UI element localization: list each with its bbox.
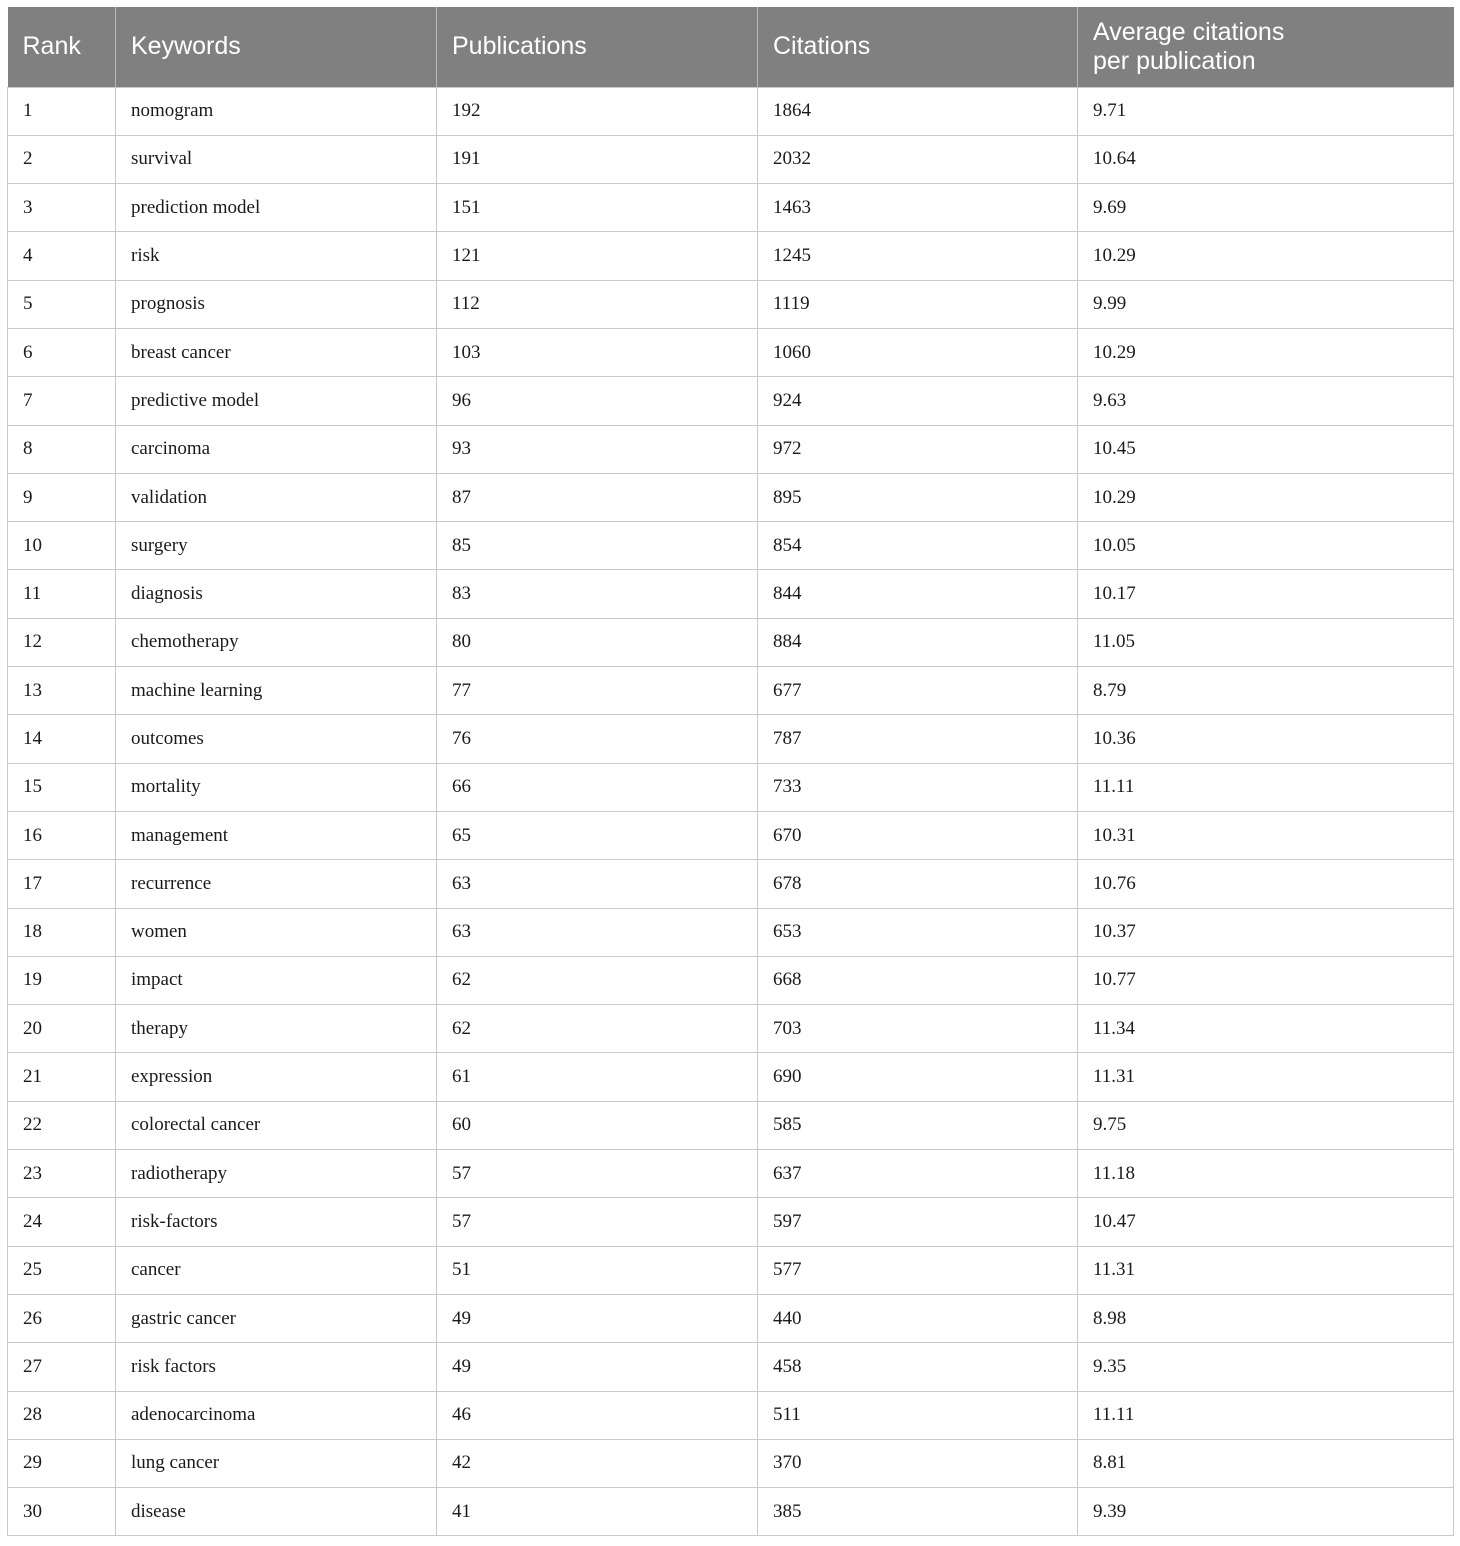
cell-average-citations: 9.99 [1078,280,1454,328]
table-row [8,377,1454,425]
table-row [8,908,1454,956]
cell-publications: 77 [437,667,758,715]
table-row [8,232,1454,280]
cell-keyword: outcomes [116,715,437,763]
cell-average-citations: 10.17 [1078,570,1454,618]
cell-publications: 63 [437,860,758,908]
cell-citations: 854 [758,522,1078,570]
cell-citations: 1060 [758,328,1078,376]
table-header [8,7,1454,87]
cell-average-citations: 8.98 [1078,1294,1454,1342]
cell-citations: 370 [758,1439,1078,1487]
cell-keyword: colorectal cancer [116,1101,437,1149]
cell-keyword: diagnosis [116,570,437,618]
cell-citations: 884 [758,618,1078,666]
table-row [8,1150,1454,1198]
cell-publications: 80 [437,618,758,666]
cell-keyword: cancer [116,1246,437,1294]
cell-keyword: women [116,908,437,956]
cell-keyword: mortality [116,763,437,811]
cell-average-citations: 10.31 [1078,811,1454,859]
cell-publications: 87 [437,473,758,521]
cell-keyword: adenocarcinoma [116,1391,437,1439]
cell-publications: 61 [437,1053,758,1101]
cell-rank: 15 [8,763,116,811]
cell-average-citations: 9.39 [1078,1488,1454,1536]
keywords-table-container [7,7,1453,1536]
cell-keyword: radiotherapy [116,1150,437,1198]
cell-rank: 16 [8,811,116,859]
cell-citations: 440 [758,1294,1078,1342]
cell-citations: 585 [758,1101,1078,1149]
cell-citations: 2032 [758,135,1078,183]
cell-average-citations: 10.64 [1078,135,1454,183]
keywords-table [7,7,1454,1536]
cell-average-citations: 11.31 [1078,1053,1454,1101]
cell-citations: 653 [758,908,1078,956]
cell-citations: 1864 [758,87,1078,135]
cell-keyword: impact [116,956,437,1004]
cell-average-citations: 10.29 [1078,473,1454,521]
cell-average-citations: 10.29 [1078,232,1454,280]
table-row [8,328,1454,376]
cell-rank: 13 [8,667,116,715]
cell-rank: 24 [8,1198,116,1246]
cell-rank: 2 [8,135,116,183]
table-row [8,811,1454,859]
cell-average-citations: 10.37 [1078,908,1454,956]
cell-keyword: risk-factors [116,1198,437,1246]
cell-average-citations: 10.77 [1078,956,1454,1004]
table-row [8,87,1454,135]
table-row [8,1488,1454,1536]
cell-publications: 93 [437,425,758,473]
header-rank: Rank [8,7,116,87]
cell-keyword: prediction model [116,184,437,232]
cell-rank: 1 [8,87,116,135]
cell-citations: 1119 [758,280,1078,328]
cell-keyword: therapy [116,1005,437,1053]
cell-publications: 76 [437,715,758,763]
cell-citations: 670 [758,811,1078,859]
cell-citations: 458 [758,1343,1078,1391]
table-row [8,1294,1454,1342]
cell-rank: 5 [8,280,116,328]
cell-citations: 677 [758,667,1078,715]
cell-publications: 60 [437,1101,758,1149]
cell-publications: 83 [437,570,758,618]
table-row [8,1005,1454,1053]
cell-publications: 66 [437,763,758,811]
cell-publications: 63 [437,908,758,956]
table-row [8,1439,1454,1487]
cell-rank: 3 [8,184,116,232]
table-row [8,1053,1454,1101]
cell-citations: 703 [758,1005,1078,1053]
cell-average-citations: 11.31 [1078,1246,1454,1294]
cell-rank: 14 [8,715,116,763]
cell-average-citations: 8.81 [1078,1439,1454,1487]
table-row [8,618,1454,666]
cell-keyword: gastric cancer [116,1294,437,1342]
table-row [8,667,1454,715]
cell-average-citations: 10.76 [1078,860,1454,908]
cell-keyword: validation [116,473,437,521]
cell-citations: 511 [758,1391,1078,1439]
cell-citations: 678 [758,860,1078,908]
cell-average-citations: 9.75 [1078,1101,1454,1149]
cell-publications: 57 [437,1150,758,1198]
table-row [8,956,1454,1004]
cell-citations: 895 [758,473,1078,521]
cell-publications: 96 [437,377,758,425]
cell-average-citations: 10.05 [1078,522,1454,570]
cell-publications: 112 [437,280,758,328]
cell-citations: 668 [758,956,1078,1004]
table-row [8,184,1454,232]
cell-citations: 733 [758,763,1078,811]
cell-keyword: chemotherapy [116,618,437,666]
cell-average-citations: 9.69 [1078,184,1454,232]
cell-average-citations: 9.35 [1078,1343,1454,1391]
cell-citations: 385 [758,1488,1078,1536]
cell-citations: 597 [758,1198,1078,1246]
table-row [8,570,1454,618]
cell-keyword: machine learning [116,667,437,715]
table-row [8,1246,1454,1294]
cell-rank: 20 [8,1005,116,1053]
cell-publications: 65 [437,811,758,859]
cell-rank: 26 [8,1294,116,1342]
cell-citations: 637 [758,1150,1078,1198]
cell-rank: 25 [8,1246,116,1294]
header-keywords: Keywords [116,7,437,87]
cell-publications: 41 [437,1488,758,1536]
cell-rank: 23 [8,1150,116,1198]
cell-citations: 690 [758,1053,1078,1101]
cell-citations: 972 [758,425,1078,473]
header-average-line2: per publication [1093,46,1256,75]
cell-keyword: nomogram [116,87,437,135]
cell-publications: 62 [437,956,758,1004]
table-row [8,135,1454,183]
header-citations: Citations [758,7,1078,87]
table-row [8,280,1454,328]
cell-average-citations: 11.18 [1078,1150,1454,1198]
cell-publications: 49 [437,1294,758,1342]
cell-keyword: disease [116,1488,437,1536]
cell-average-citations: 9.71 [1078,87,1454,135]
cell-rank: 30 [8,1488,116,1536]
cell-rank: 29 [8,1439,116,1487]
cell-citations: 844 [758,570,1078,618]
cell-publications: 51 [437,1246,758,1294]
cell-rank: 18 [8,908,116,956]
cell-keyword: recurrence [116,860,437,908]
cell-rank: 7 [8,377,116,425]
table-row [8,763,1454,811]
cell-citations: 577 [758,1246,1078,1294]
cell-rank: 9 [8,473,116,521]
cell-average-citations: 8.79 [1078,667,1454,715]
cell-citations: 1463 [758,184,1078,232]
table-row [8,522,1454,570]
cell-rank: 17 [8,860,116,908]
table-row [8,1101,1454,1149]
header-average-line1: Average citations [1093,17,1285,46]
cell-publications: 62 [437,1005,758,1053]
cell-publications: 57 [437,1198,758,1246]
cell-citations: 787 [758,715,1078,763]
table-row [8,425,1454,473]
cell-rank: 12 [8,618,116,666]
cell-keyword: risk [116,232,437,280]
table-row [8,715,1454,763]
cell-publications: 85 [437,522,758,570]
cell-publications: 191 [437,135,758,183]
cell-keyword: lung cancer [116,1439,437,1487]
cell-average-citations: 10.47 [1078,1198,1454,1246]
cell-publications: 46 [437,1391,758,1439]
cell-keyword: breast cancer [116,328,437,376]
cell-publications: 49 [437,1343,758,1391]
cell-rank: 27 [8,1343,116,1391]
cell-average-citations: 10.29 [1078,328,1454,376]
cell-average-citations: 11.05 [1078,618,1454,666]
cell-publications: 121 [437,232,758,280]
cell-rank: 28 [8,1391,116,1439]
cell-rank: 22 [8,1101,116,1149]
cell-rank: 6 [8,328,116,376]
cell-keyword: risk factors [116,1343,437,1391]
cell-rank: 10 [8,522,116,570]
cell-publications: 151 [437,184,758,232]
cell-average-citations: 10.36 [1078,715,1454,763]
cell-rank: 8 [8,425,116,473]
cell-average-citations: 9.63 [1078,377,1454,425]
header-publications: Publications [437,7,758,87]
cell-average-citations: 11.34 [1078,1005,1454,1053]
cell-publications: 42 [437,1439,758,1487]
cell-average-citations: 10.45 [1078,425,1454,473]
cell-keyword: predictive model [116,377,437,425]
cell-publications: 103 [437,328,758,376]
cell-citations: 1245 [758,232,1078,280]
table-row [8,1343,1454,1391]
cell-keyword: management [116,811,437,859]
header-row [8,7,1454,87]
table-row [8,860,1454,908]
cell-keyword: prognosis [116,280,437,328]
cell-rank: 21 [8,1053,116,1101]
cell-citations: 924 [758,377,1078,425]
table-body [8,87,1454,1536]
cell-keyword: carcinoma [116,425,437,473]
table-row [8,1198,1454,1246]
cell-average-citations: 11.11 [1078,1391,1454,1439]
cell-rank: 11 [8,570,116,618]
cell-rank: 19 [8,956,116,1004]
table-row [8,473,1454,521]
cell-keyword: surgery [116,522,437,570]
table-row [8,1391,1454,1439]
cell-keyword: survival [116,135,437,183]
cell-rank: 4 [8,232,116,280]
cell-average-citations: 11.11 [1078,763,1454,811]
cell-publications: 192 [437,87,758,135]
header-average-citations [1078,7,1454,87]
cell-keyword: expression [116,1053,437,1101]
